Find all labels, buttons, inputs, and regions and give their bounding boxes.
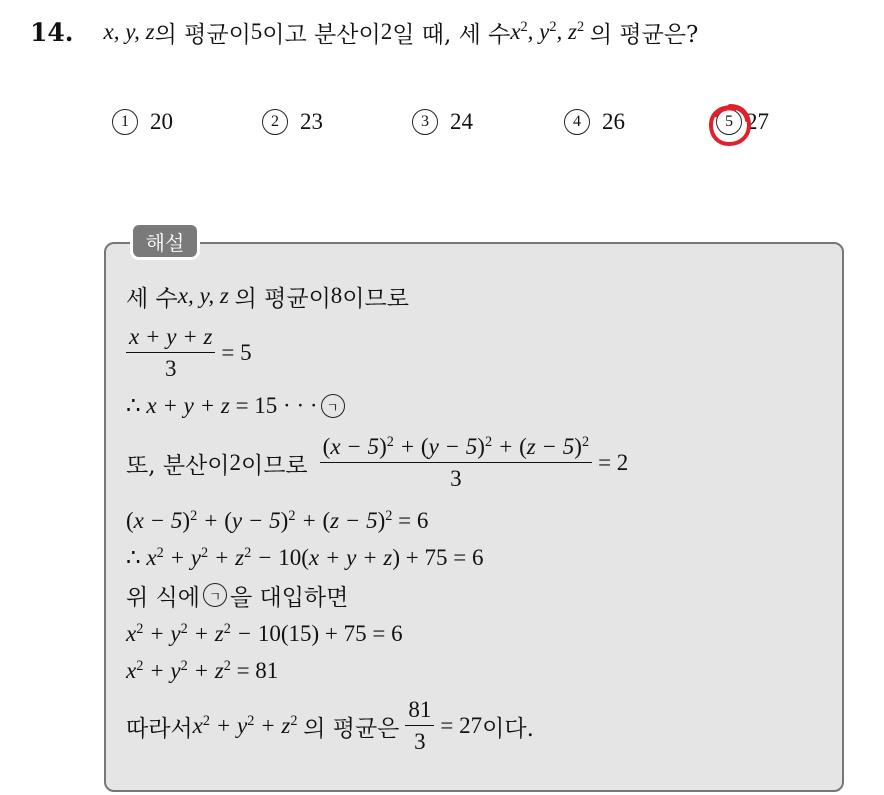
- l9-lhs: $x^2 + y^2 + z^2$: [126, 658, 231, 683]
- l8-lhs: $x^2 + y^2 + z^2 - 10(15)$: [126, 621, 320, 646]
- solution-line-3: [126, 390, 348, 422]
- question-text-post: 일 때, 세 수: [392, 21, 511, 48]
- l10-vars: $x^2 + y^2 + z^2$: [192, 713, 298, 738]
- question-mean: 5: [250, 19, 263, 44]
- l4-rhs: = 2: [598, 450, 629, 475]
- solution-line-6: [126, 541, 483, 575]
- choice-5-marker-wrap: [716, 109, 746, 135]
- question-number: 14.: [30, 17, 74, 47]
- result-fraction-num: 81: [405, 697, 434, 726]
- choice-3-value: 24: [450, 109, 473, 134]
- l5-lhs: $(x - 5)^2 + (y - 5)^2 + (z - 5)^2$: [126, 508, 393, 533]
- l3-rhs: = 15 · · ·: [235, 393, 318, 418]
- solution-line-9: [126, 654, 278, 688]
- choice-3[interactable]: [412, 104, 473, 140]
- choice-2-marker: 2: [262, 109, 288, 135]
- l1-pre: 세 수: [126, 285, 178, 312]
- l10-mid: 의 평균은: [303, 715, 400, 742]
- result-fraction: [405, 697, 434, 755]
- l8-rhs: + 75 = 6: [324, 621, 403, 646]
- variables-xyz: x, y, z: [103, 19, 155, 44]
- mean-fraction: [126, 324, 215, 382]
- question-text-ask: 의 평균은?: [589, 21, 699, 48]
- solution-line-10: [126, 693, 534, 759]
- result-fraction-den: 3: [414, 729, 426, 754]
- solution-line-2: [126, 322, 252, 384]
- l7-post: 을 대입하면: [229, 584, 349, 611]
- l6-rhs: + 75 = 6: [405, 545, 484, 570]
- solution-line-7: [126, 578, 348, 612]
- question-text-mid: 이고 분산이: [262, 21, 381, 48]
- l4-num: 2: [229, 450, 241, 475]
- choice-4-marker: 4: [564, 109, 590, 135]
- l5-rhs: = 6: [398, 508, 429, 533]
- choice-5-value: 27: [746, 109, 769, 134]
- variance-fraction-den: 3: [450, 466, 462, 491]
- l10-end: 이다.: [482, 715, 534, 742]
- choice-3-marker: 3: [412, 109, 438, 135]
- l6-lhs: ∴ $x^2 + y^2 + z^2 - 10(x + y + z)$: [126, 545, 400, 570]
- l2-rhs: = 5: [221, 340, 252, 365]
- mean-fraction-num: x + y + z: [126, 324, 215, 353]
- squared-variables: $x^2$, $y^2$, $z^2$: [510, 19, 585, 44]
- circle-giyeok-icon: ㄱ: [203, 583, 227, 607]
- choice-4-value: 26: [602, 109, 625, 134]
- question-text-pre: 의 평균이: [154, 21, 251, 48]
- l4-pre: 또, 분산이: [126, 452, 230, 479]
- l9-rhs: = 81: [236, 658, 279, 683]
- choice-2[interactable]: [262, 104, 323, 140]
- l1-post: 의 평균이: [234, 285, 331, 312]
- question-line: [30, 12, 698, 52]
- l1-vars: x, y, z: [177, 283, 235, 308]
- variance-fraction: [320, 434, 592, 492]
- choice-1-value: 20: [150, 109, 173, 134]
- l4-post: 이므로: [241, 452, 308, 479]
- choice-4[interactable]: [564, 104, 625, 140]
- choice-2-value: 23: [300, 109, 323, 134]
- variance-fraction-num: $(x - 5)^2 + (y - 5)^2 + (z - 5)^2$: [320, 434, 592, 463]
- choice-1-marker: 1: [112, 109, 138, 135]
- solution-line-1: [126, 280, 409, 312]
- choice-5-marker: 5: [716, 109, 742, 135]
- l1-end: 이므로: [342, 285, 409, 312]
- explanation-tag: 해설: [130, 222, 200, 260]
- question-variance: 2: [380, 19, 393, 44]
- circle-giyeok-icon: ㄱ: [321, 394, 345, 418]
- l3-lhs: ∴ x + y + z: [126, 393, 236, 418]
- l1-num: 8: [330, 283, 343, 308]
- l10-pre: 따라서: [126, 715, 193, 742]
- l7-pre: 위 식에: [126, 584, 200, 611]
- l10-rhs: = 27: [440, 713, 483, 738]
- choice-1[interactable]: [112, 104, 173, 140]
- solution-line-5: [126, 504, 428, 538]
- solution-line-4: [126, 428, 628, 498]
- choice-5[interactable]: [716, 104, 769, 140]
- solution-line-8: [126, 617, 403, 651]
- mean-fraction-den: 3: [164, 356, 177, 381]
